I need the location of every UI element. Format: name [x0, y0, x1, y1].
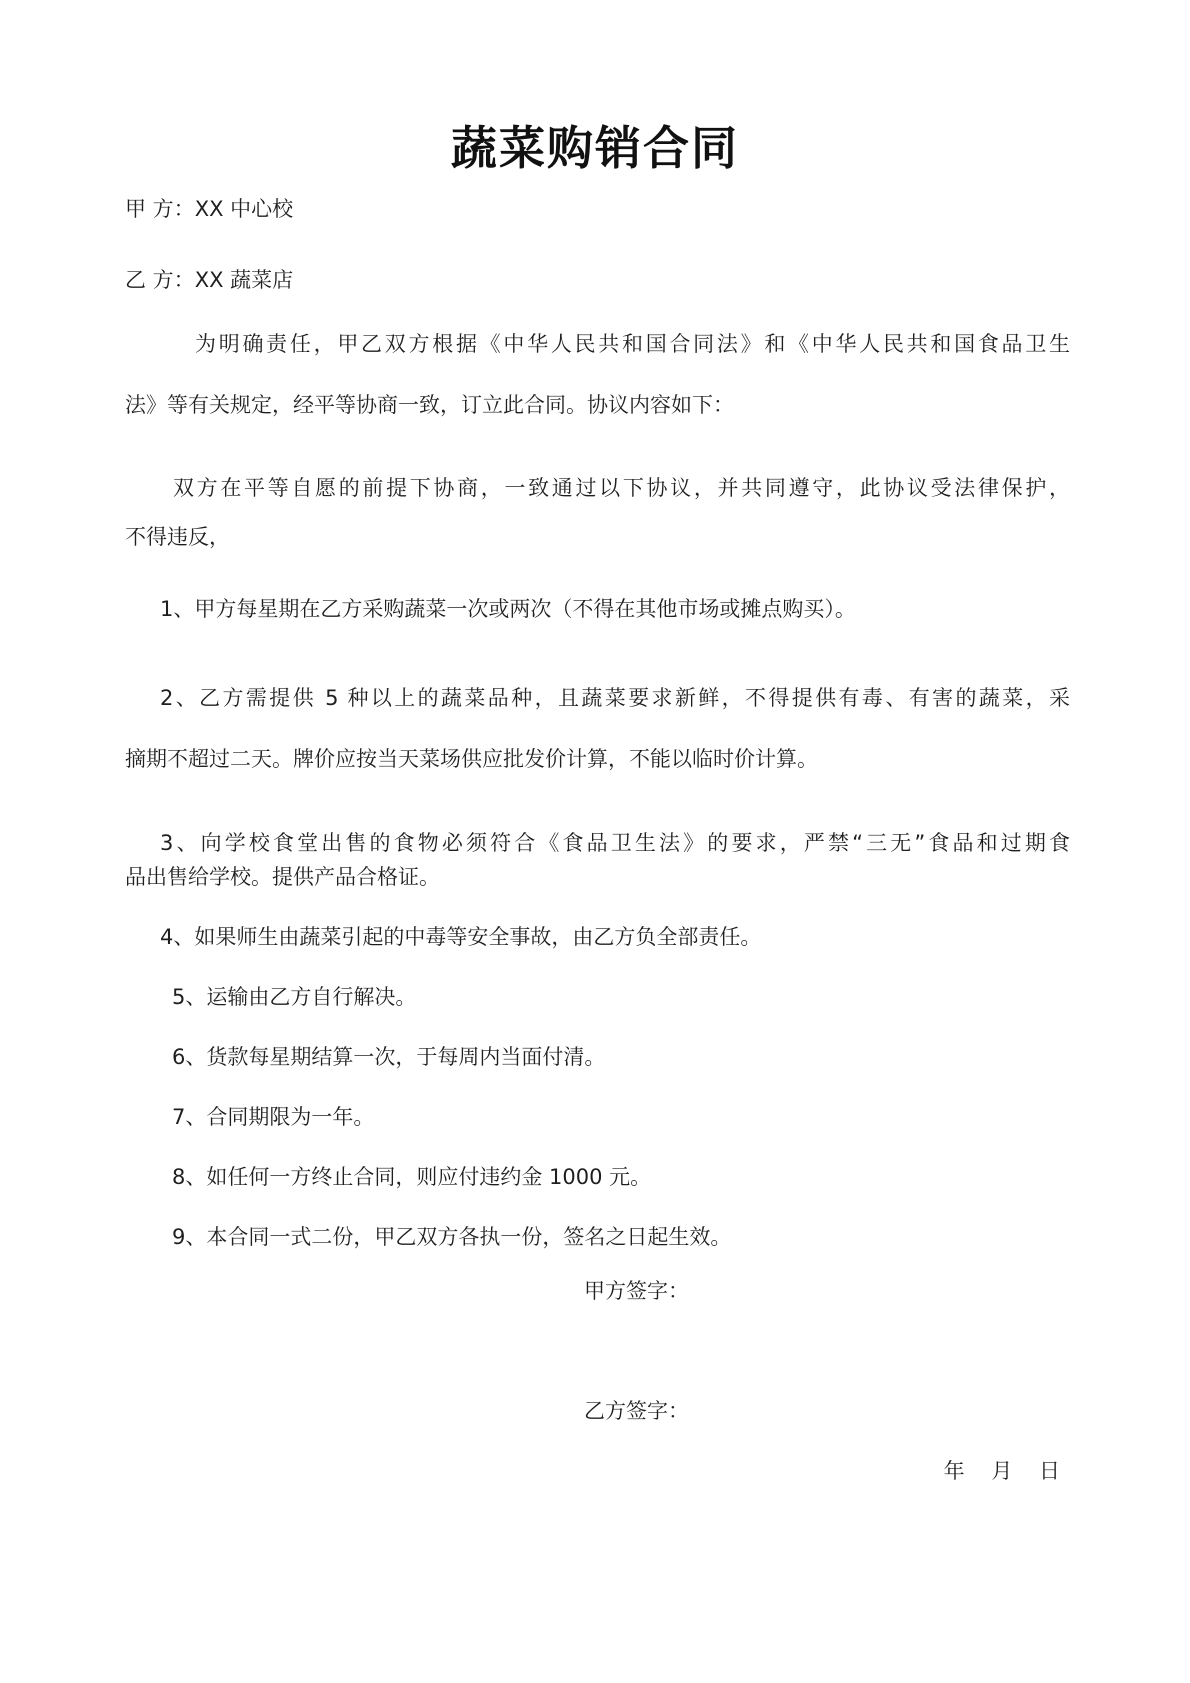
- clause-7: 7、合同期限为一年。: [172, 1105, 375, 1129]
- party-a-name: XX 中心校: [194, 197, 294, 221]
- clause-3-line-1: 3、向学校食堂出售的食物必须符合《食品卫生法》的要求，严禁“三无”食品和过期食: [160, 831, 1070, 855]
- signature-date: 年 月 日: [943, 1459, 1070, 1483]
- clause-1: 1、甲方每星期在乙方采购蔬菜一次或两次（不得在其他市场或摊点购买）。: [160, 597, 856, 621]
- clause-6: 6、货款每星期结算一次，于每周内当面付清。: [172, 1045, 606, 1069]
- agreement-line-1: 双方在平等自愿的前提下协商，一致通过以下协议，并共同遵守，此协议受法律保护，: [173, 476, 1070, 500]
- party-b-name: XX 蔬菜店: [194, 268, 294, 292]
- preamble-line-1: 为明确责任，甲乙双方根据《中华人民共和国合同法》和《中华人民共和国食品卫生: [195, 332, 1070, 356]
- party-a-signature: 甲方签字：: [584, 1279, 689, 1303]
- party-b-label: 乙 方：: [125, 268, 195, 292]
- document-title: 蔬菜购销合同: [451, 121, 739, 175]
- preamble-line-2: 法》等有关规定，经平等协商一致，订立此合同。协议内容如下：: [125, 393, 734, 417]
- clause-4: 4、如果师生由蔬菜引起的中毒等安全事故，由乙方负全部责任。: [160, 925, 762, 949]
- clause-2-line-1: 2、乙方需提供 5 种以上的蔬菜品种，且蔬菜要求新鲜，不得提供有毒、有害的蔬菜，采: [160, 686, 1070, 710]
- clause-5: 5、运输由乙方自行解决。: [172, 985, 417, 1009]
- clause-9: 9、本合同一式二份，甲乙双方各执一份，签名之日起生效。: [172, 1225, 732, 1249]
- party-b-signature: 乙方签字：: [584, 1399, 689, 1423]
- clause-8: 8、如任何一方终止合同，则应付违约金 1000 元。: [172, 1165, 652, 1189]
- agreement-line-2: 不得违反，: [125, 525, 230, 549]
- clause-2-line-2: 摘期不超过二天。牌价应按当天菜场供应批发价计算，不能以临时价计算。: [125, 747, 818, 771]
- party-a-label: 甲 方：: [125, 197, 195, 221]
- clause-3-line-2: 品出售给学校。提供产品合格证。: [125, 865, 440, 889]
- party-a-line: [125, 194, 293, 224]
- party-b-line: [125, 265, 293, 295]
